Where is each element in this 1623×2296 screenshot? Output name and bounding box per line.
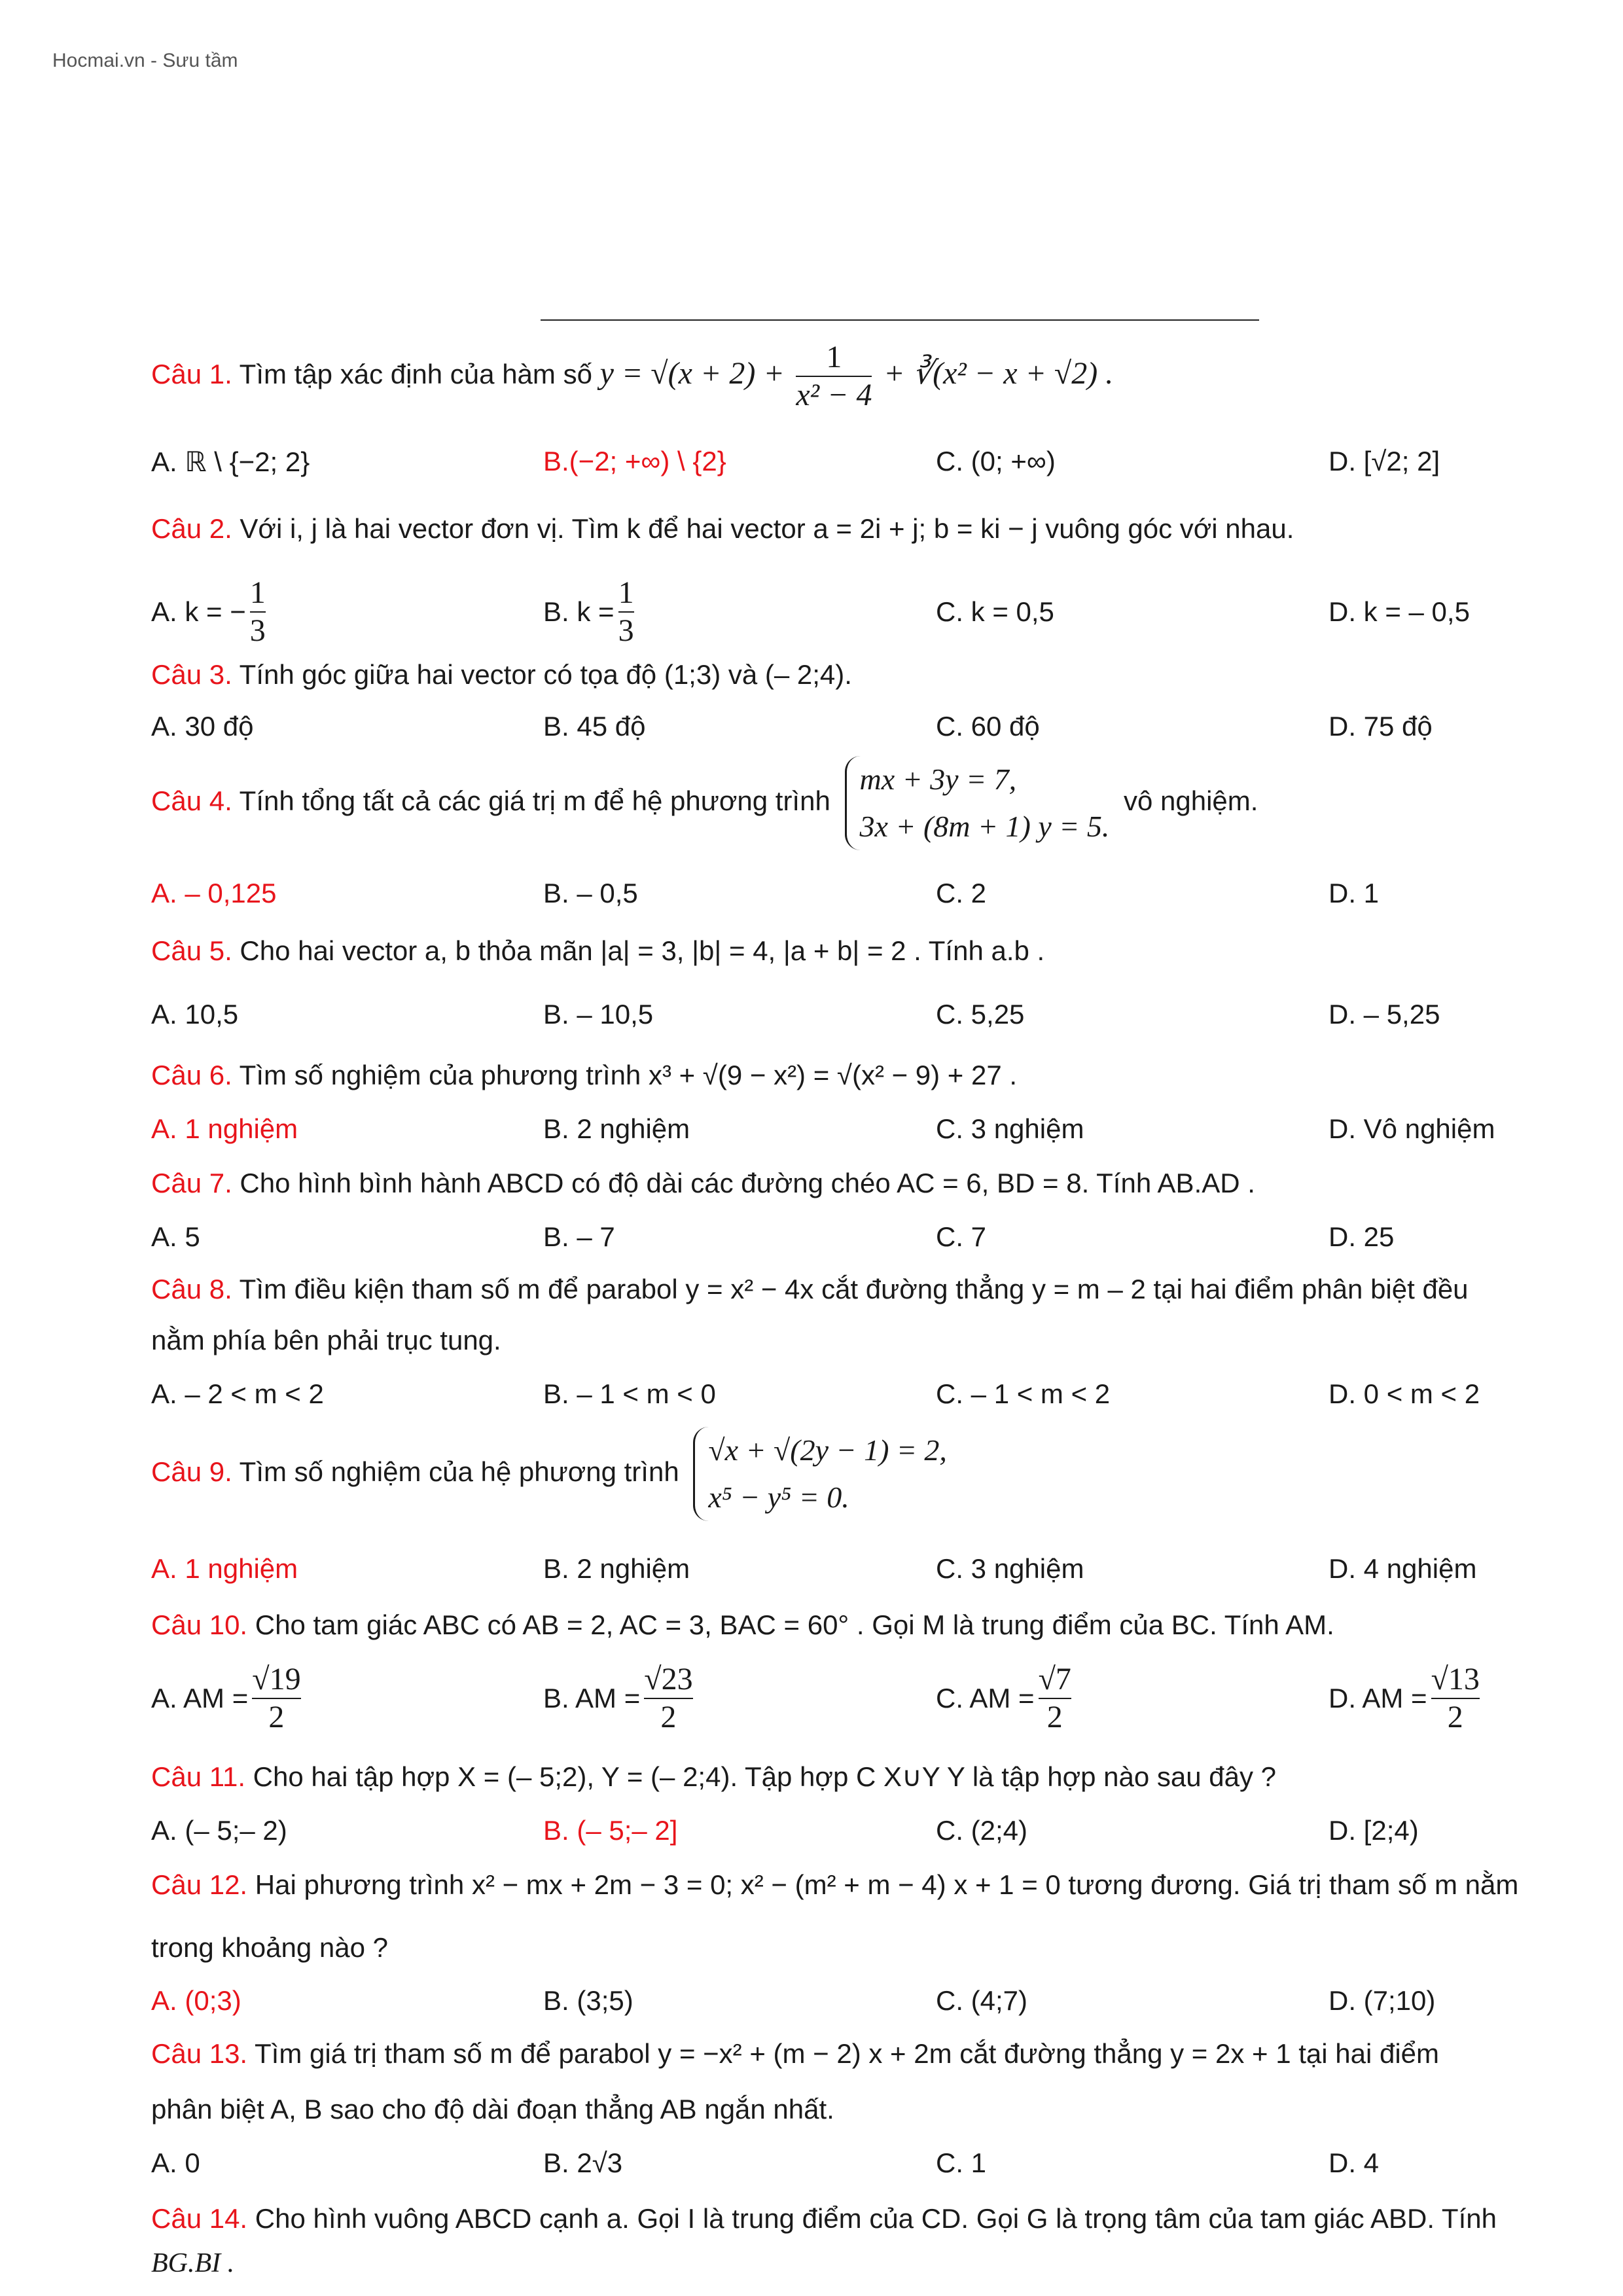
question-number: Câu 13. xyxy=(151,2038,248,2069)
option-b[interactable]: B. – 7 xyxy=(543,1221,615,1252)
question-4 xyxy=(151,756,1258,850)
question-number: Câu 5. xyxy=(151,935,232,966)
equation-system: √x + √(2y − 1) = 2, x⁵ − y⁵ = 0. xyxy=(693,1427,947,1521)
question-number: Câu 7. xyxy=(151,1168,232,1198)
option-d[interactable]: D. 4 nghiệm xyxy=(1329,1553,1477,1584)
option-b[interactable]: B.(−2; +∞) \ {2} xyxy=(543,446,726,476)
options-row xyxy=(0,992,1623,1037)
option-a[interactable]: A. 1 nghiệm xyxy=(151,1113,298,1144)
option-d[interactable]: D. k = – 0,5 xyxy=(1329,596,1470,627)
fraction: $\frac{1}{3}$ xyxy=(618,575,634,648)
question-text: Tìm số nghiệm của phương trình x³ + √(9 − x²) = √(x² − 9) + 27 . xyxy=(239,1060,1018,1090)
option-a[interactable]: A. k = − $\frac{1}{3}$ xyxy=(151,575,266,648)
question-number: Câu 12. xyxy=(151,1869,248,1900)
fraction: $\frac{1}{3}$ xyxy=(249,575,266,648)
question-text: Tìm tập xác định của hàm số xyxy=(239,359,592,390)
question-10 xyxy=(151,1607,1334,1643)
question-13 xyxy=(151,2036,1439,2072)
question-2 xyxy=(151,511,1294,547)
option-b[interactable]: B. 2 nghiệm xyxy=(543,1113,690,1144)
fraction: $\frac{√13}{2}$ xyxy=(1431,1662,1480,1734)
options-row xyxy=(0,439,1623,484)
question-text: Cho hình vuông ABCD cạnh a. Gọi I là trung điểm của CD. Gọi G là trọng tâm của tam giác ABD. Tính xyxy=(255,2203,1497,2234)
option-a[interactable]: A. 1 nghiệm xyxy=(151,1553,298,1584)
question-number: Câu 8. xyxy=(151,1274,232,1304)
option-b[interactable]: B. k = $\frac{1}{3}$ xyxy=(543,575,634,648)
options-row xyxy=(0,1546,1623,1592)
option-c[interactable]: C. 3 nghiệm xyxy=(936,1113,1084,1144)
question-8 xyxy=(151,1271,1469,1308)
question-3 xyxy=(151,656,852,693)
option-d[interactable]: D. 75 độ xyxy=(1329,711,1433,742)
option-d[interactable]: D. AM = $\frac{√13}{2}$ xyxy=(1329,1662,1480,1734)
option-b[interactable]: B. – 10,5 xyxy=(543,999,654,1030)
option-c[interactable]: C. (0; +∞) xyxy=(936,446,1056,476)
question-12 xyxy=(151,1867,1518,1903)
question-text-continued: nằm phía bên phải trục tung. xyxy=(151,1325,501,1355)
question-number: Câu 4. xyxy=(151,785,232,817)
option-a[interactable]: A. ℝ \ {−2; 2} xyxy=(151,446,310,477)
question-number: Câu 10. xyxy=(151,1609,248,1640)
option-c[interactable]: C. 3 nghiệm xyxy=(936,1553,1084,1584)
question-text: Cho hình bình hành ABCD có độ dài các đường chéo AC = 6, BD = 8. Tính AB.AD . xyxy=(240,1168,1255,1198)
question-number: Câu 14. xyxy=(151,2203,248,2234)
options-row xyxy=(0,1653,1623,1744)
options-row xyxy=(0,1106,1623,1152)
equation-system: mx + 3y = 7, 3x + (8m + 1) y = 5. xyxy=(845,756,1110,850)
question-number: Câu 2. xyxy=(151,513,232,544)
option-b[interactable]: B. AM = $\frac{√23}{2}$ xyxy=(543,1662,693,1734)
options-row xyxy=(0,1978,1623,2024)
question-text: Cho hai vector a, b thỏa mãn |a| = 3, |b| = 4, |a + b| = 2 . Tính a.b . xyxy=(240,935,1045,966)
option-a[interactable]: A. (– 5;– 2) xyxy=(151,1815,287,1846)
question-text: Hai phương trình x² − mx + 2m − 3 = 0; x² − (m² + m − 4) x + 1 = 0 tương đương. Giá trị tham số m nằm xyxy=(255,1869,1519,1900)
question-number: Câu 11. xyxy=(151,1761,245,1792)
question-text: Tính tổng tất cả các giá trị m để hệ phương trình xyxy=(239,785,830,817)
options-row xyxy=(0,2140,1623,2186)
option-d[interactable]: D. [√2; 2] xyxy=(1329,446,1440,476)
question-text-continued: BG.BI . xyxy=(151,2248,235,2278)
question-number: Câu 1. xyxy=(151,359,232,390)
formula: y = √(x + 2) + xyxy=(599,356,785,391)
option-d[interactable]: D. 0 < m < 2 xyxy=(1329,1378,1480,1409)
option-d[interactable]: D. Vô nghiệm xyxy=(1329,1113,1495,1144)
question-number: Câu 3. xyxy=(151,659,232,690)
option-a[interactable]: A. 0 xyxy=(151,2147,200,2178)
option-d[interactable]: D. 1 xyxy=(1329,878,1380,908)
header-rule xyxy=(541,319,1259,321)
option-d[interactable]: D. 4 xyxy=(1329,2147,1380,2178)
option-a[interactable]: A. 10,5 xyxy=(151,999,239,1030)
option-c[interactable]: C. (4;7) xyxy=(936,1985,1028,2016)
options-row xyxy=(0,576,1623,648)
options-row xyxy=(0,1808,1623,1854)
question-text: Cho hai tập hợp X = (– 5;2), Y = (– 2;4). Tập hợp C X∪Y Y là tập hợp nào sau đây ? xyxy=(253,1761,1277,1792)
option-d[interactable]: D. (7;10) xyxy=(1329,1985,1436,2016)
question-number: Câu 6. xyxy=(151,1060,232,1090)
options-row xyxy=(0,1371,1623,1417)
question-14 xyxy=(151,2200,1497,2237)
option-a[interactable]: A. – 0,125 xyxy=(151,878,277,908)
option-a[interactable]: A. 5 xyxy=(151,1221,200,1252)
option-b[interactable]: B. (3;5) xyxy=(543,1985,633,2016)
question-5 xyxy=(151,933,1044,969)
option-b[interactable]: B. (– 5;– 2] xyxy=(543,1815,678,1846)
option-a[interactable]: A. (0;3) xyxy=(151,1985,241,2016)
option-d[interactable]: D. – 5,25 xyxy=(1329,999,1440,1030)
option-c[interactable]: C. – 1 < m < 2 xyxy=(936,1378,1111,1409)
options-row xyxy=(0,1214,1623,1260)
watermark: Hocmai.vn - Sưu tầm xyxy=(52,50,238,71)
option-a[interactable]: A. – 2 < m < 2 xyxy=(151,1378,324,1409)
options-row xyxy=(0,704,1623,749)
question-text: Tìm điều kiện tham số m để parabol y = x² − 4x cắt đường thẳng y = m – 2 tại hai điểm phân biệt đều xyxy=(239,1274,1469,1304)
option-c[interactable]: C. k = 0,5 xyxy=(936,596,1054,627)
question-text: Tìm số nghiệm của hệ phương trình xyxy=(239,1456,679,1488)
question-6 xyxy=(151,1057,1017,1094)
question-text: Cho tam giác ABC có AB = 2, AC = 3, BAC = 60° . Gọi M là trung điểm của BC. Tính AM. xyxy=(255,1609,1334,1640)
option-c[interactable]: C. 1 xyxy=(936,2147,987,2178)
option-c[interactable]: C. 7 xyxy=(936,1221,987,1252)
question-tail: vô nghiệm. xyxy=(1124,785,1258,817)
fraction: $\frac{√23}{2}$ xyxy=(644,1662,693,1734)
option-d[interactable]: D. [2;4) xyxy=(1329,1815,1419,1846)
question-text: Tìm giá trị tham số m để parabol y = −x² + (m − 2) x + 2m cắt đường thẳng y = 2x + 1 tại hai điểm xyxy=(255,2038,1440,2069)
question-text-continued: trong khoảng nào ? xyxy=(151,1932,388,1963)
option-a[interactable]: A. 30 độ xyxy=(151,711,254,742)
option-c[interactable]: C. 2 xyxy=(936,878,987,908)
option-c[interactable]: C. 5,25 xyxy=(936,999,1025,1030)
fraction: $\frac{√19}{2}$ xyxy=(252,1662,301,1734)
option-d[interactable]: D. 25 xyxy=(1329,1221,1395,1252)
option-c[interactable]: C. AM = $\frac{√7}{2}$ xyxy=(936,1662,1071,1734)
question-1 xyxy=(151,339,1113,414)
option-b[interactable]: B. – 1 < m < 0 xyxy=(543,1378,716,1409)
question-7 xyxy=(151,1165,1255,1202)
question-11 xyxy=(151,1759,1276,1795)
fraction: $\frac{√7}{2}$ xyxy=(1038,1662,1071,1734)
question-number: Câu 9. xyxy=(151,1456,232,1488)
formula: + ∛(x² − x + √2) . xyxy=(883,356,1114,391)
option-b[interactable]: B. 2 nghiệm xyxy=(543,1553,690,1584)
option-c[interactable]: C. 60 độ xyxy=(936,711,1040,742)
option-c[interactable]: C. (2;4) xyxy=(936,1815,1028,1846)
question-9 xyxy=(151,1427,954,1521)
question-text-continued: phân biệt A, B sao cho độ dài đoạn thẳng AB ngắn nhất. xyxy=(151,2094,834,2125)
option-a[interactable]: A. AM = $\frac{√19}{2}$ xyxy=(151,1662,301,1734)
fraction: $\frac{1}{\text{x² − 4}}$ xyxy=(796,340,872,412)
option-b[interactable]: B. 45 độ xyxy=(543,711,646,742)
question-text: Với i, j là hai vector đơn vị. Tìm k để hai vector a = 2i + j; b = ki − j vuông góc với nhau. xyxy=(240,513,1294,544)
option-b[interactable]: B. 2√3 xyxy=(543,2147,623,2178)
option-b[interactable]: B. – 0,5 xyxy=(543,878,638,908)
question-text: Tính góc giữa hai vector có tọa độ (1;3) và (– 2;4). xyxy=(239,659,852,690)
options-row xyxy=(0,870,1623,916)
